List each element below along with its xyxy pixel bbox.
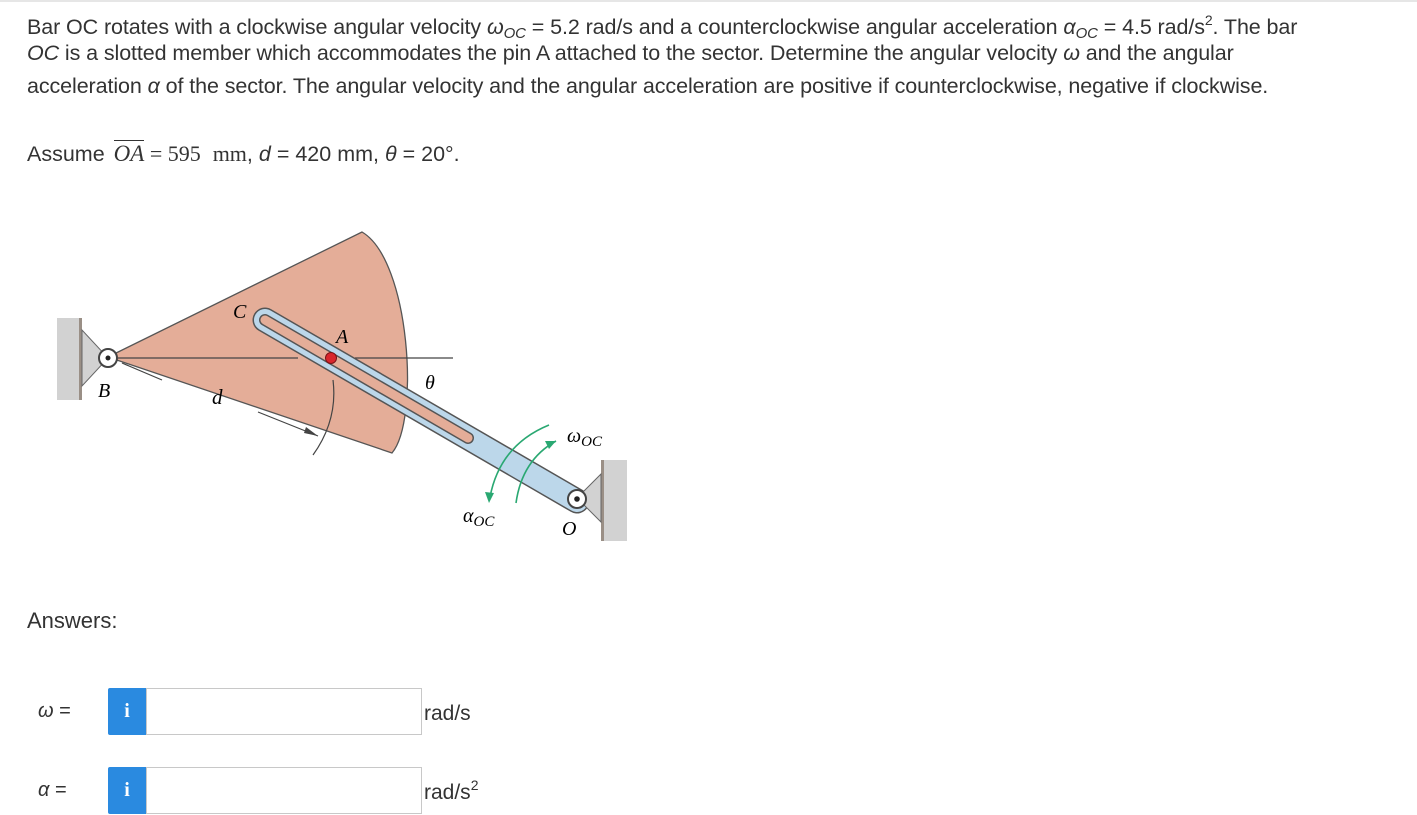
mechanism-diagram (50, 222, 640, 562)
label-omega-oc: $\omega_{OC}$ (567, 425, 602, 450)
answers-heading: Answers: (27, 608, 118, 633)
label-A: A (336, 326, 349, 348)
pin-A (326, 353, 337, 364)
problem-statement (27, 4, 1417, 103)
left-wall (57, 318, 81, 400)
omega-input[interactable] (146, 688, 422, 735)
problem-line-2: OC is a slotted member which accommodates the pin A attached to the sector. Determine the angular velocity ω and the angular (27, 41, 1234, 65)
alpha-info-button[interactable]: i (108, 767, 146, 814)
label-O: O (562, 518, 577, 540)
right-wall (603, 460, 627, 541)
assumption-line: Assume OA = 595 mm, d = 420 mm, θ = 20°. (27, 141, 460, 166)
answer-row-alpha (0, 767, 700, 815)
omega-info-button[interactable]: i (108, 688, 146, 735)
label-alpha-oc: $\alpha_{OC}$ (463, 505, 495, 530)
omega-unit: rad/s (424, 702, 471, 725)
label-C: C (233, 301, 247, 323)
problem-line-3: acceleration α of the sector. The angular velocity and the angular acceleration are positive if counterclockwise, negative if clockwise. (27, 74, 1269, 98)
d-dimension-arrowhead (304, 427, 318, 436)
alpha-input[interactable] (146, 767, 422, 814)
alpha-unit: rad/$s^2$ (424, 777, 479, 804)
omega-label: ω = (38, 700, 71, 722)
label-theta: θ (425, 372, 435, 394)
label-B: B (98, 380, 111, 402)
sector (108, 232, 407, 453)
alpha-label: α = (38, 779, 67, 801)
alpha-arrowhead (485, 492, 494, 503)
oa-overline: OA (113, 141, 145, 166)
top-divider (0, 0, 1417, 2)
answer-row-omega (0, 688, 700, 736)
label-d: d (212, 385, 223, 409)
problem-line-1: Bar OC rotates with a clockwise angular velocity $\omega_{OC} = 5.2$ rad/s and a counterclockwise angular acceleration $\alpha_{OC} = 4.5$ rad/$s^2$. The bar (27, 12, 1298, 42)
